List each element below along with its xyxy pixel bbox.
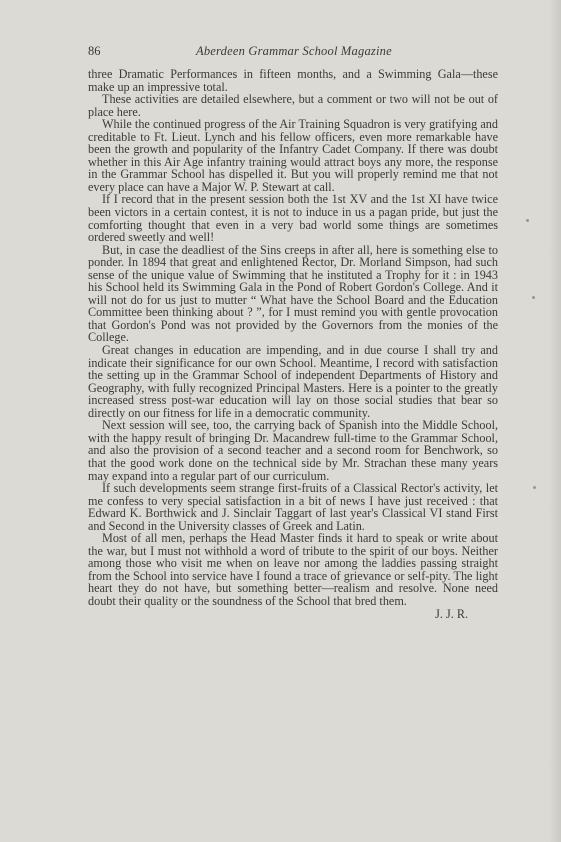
- paragraph: These activities are detailed elsewhere, but a comment or two will not be out of place here.: [88, 92, 498, 119]
- page-number: 86: [88, 44, 101, 58]
- print-speck: [533, 486, 536, 489]
- running-head: [88, 44, 498, 62]
- print-speck: [532, 296, 535, 299]
- print-speck: [526, 219, 529, 222]
- paragraph: Great changes in education are impending, and in due course I shall try and indicate their significance for our own School. Meantime, I record with satisfaction the setting up in the Grammar School of independent Departments of History and Geography, with fully recognized Principal Masters. Here is a pointer to the greatly increased stress post-war education will lay on those social studies that bear so directly on our fitness for life in a democratic community.: [88, 343, 498, 420]
- page-edge-shadow: [549, 0, 561, 842]
- paragraph: If such developments seem strange first-fruits of a Classical Rector's activity, let me confess to very special satisfaction in a bit of news I have just received : that Edward K. Borthwick and J. Sinclair Taggart of last year's Classical VI stand First and Second in the University classes of Greek and Latin.: [88, 481, 498, 533]
- paragraph: But, in case the deadliest of the Sins creeps in after all, here is something else to ponder. In 1894 that great and enlightened Rector, Dr. Morland Simpson, had such sense of the unique value of Swimming that he instituted a Trophy for it : in 1943 his School held its Swimming Gala in the Pond of Robert Gordon's College. And it will not do for us just to mutter “ What have the School Board and the Education Committee been thinking about ? ”, for I must remind you with gentle provocation that Gordon's Pond was not provided by the Governors from the monies of the College.: [88, 242, 498, 345]
- magazine-title: Aberdeen Grammar School Magazine: [196, 44, 392, 58]
- paragraph: Most of all men, perhaps the Head Master finds it hard to speak or write about the war, but I must not withhold a word of tribute to the spirit of our boys. Neither among those who visit me when on leave nor among the laddies passing straight from the School into service have I found a trace of grievance or self-pity. The light heart they do not have, but something better—realism and resolve. None need doubt their quality or the soundness of the School that bred them.: [88, 531, 498, 608]
- paragraph: While the continued progress of the Air Training Squadron is very gratifying and creditable to Ft. Lieut. Lynch and his fellow officers, even more remarkable have been the growth and popularity of the Infantry Cadet Company. If there was doubt whether in this Air Age infantry training would attract boys any more, the response in the Grammar School has dispelled it. But you will properly remind me that not every place can have a Major W. P. Stewart at call.: [88, 117, 498, 194]
- paragraph: three Dramatic Performances in fifteen months, and a Swimming Gala—these make up an impressive total.: [88, 67, 498, 94]
- paragraph: If I record that in the present session both the 1st XV and the 1st XI have twice been victors in a certain contest, it is not to induce in us a pagan pride, but just the comforting thought that even in a very bad world some things are sometimes ordered sweetly and well!: [88, 192, 498, 245]
- article-body: [88, 68, 498, 620]
- author-signature: J. J. R.: [435, 606, 468, 621]
- paragraph: Next session will see, too, the carrying back of Spanish into the Middle School, with the happy result of bringing Dr. Macandrew full-time to the Grammar School, and also the provision of a second teacher and a second room for Benchwork, so that the good work done on the technical side by Mr. Strachan these many years may expand into a regular part of our curriculum.: [88, 418, 498, 483]
